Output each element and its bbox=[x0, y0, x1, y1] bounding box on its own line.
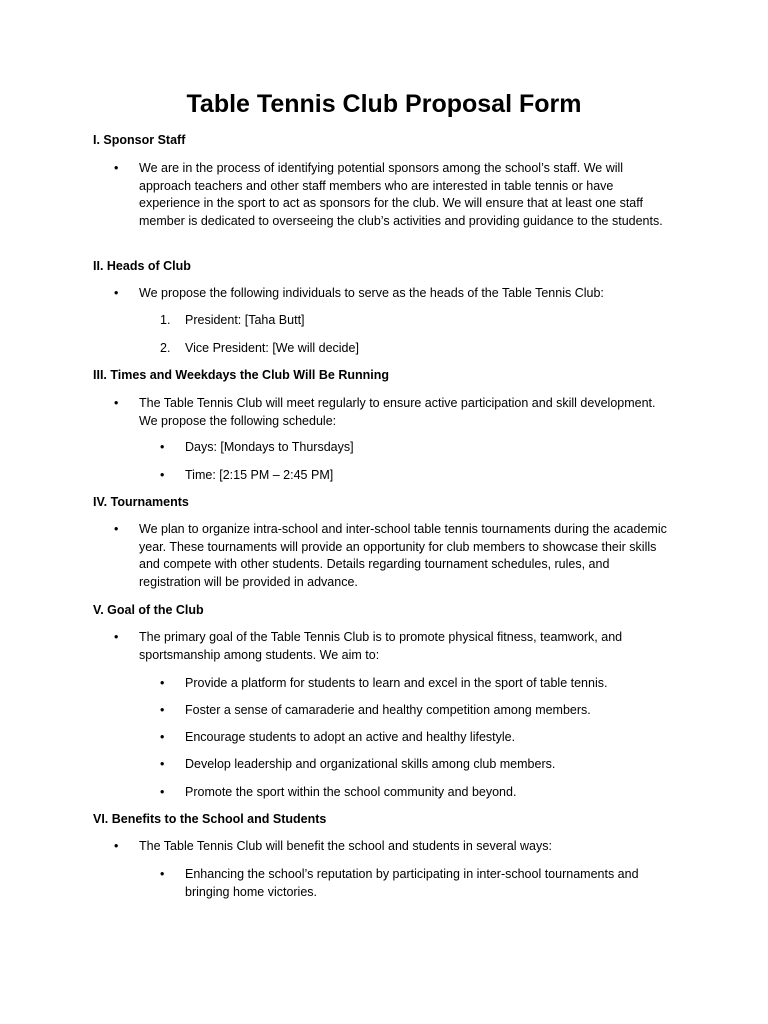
document-title: Table Tennis Club Proposal Form bbox=[186, 90, 582, 118]
tournaments-paragraph: We plan to organize intra-school and inter-school table tennis tournaments during the academic year. These tournaments will provide an opportunity for club members to showcase their skills and compete with other students. Details regarding tournament schedules, rules, and registration will be provided in advance. bbox=[139, 522, 667, 589]
heads-of-club-paragraph: We propose the following individuals to serve as the heads of the Table Tennis Club: bbox=[139, 286, 604, 300]
bullet-marker: • bbox=[114, 396, 119, 410]
benefits-paragraph: The Table Tennis Club will benefit the school and students in several ways: bbox=[139, 839, 552, 853]
section-heading-heads-of-club: II. Heads of Club bbox=[93, 259, 191, 273]
list-number: 2. bbox=[160, 341, 171, 355]
bullet-marker: • bbox=[160, 757, 165, 771]
bullet-marker: • bbox=[160, 867, 165, 881]
list-number: 1. bbox=[160, 313, 171, 327]
list-item-days: Days: [Mondays to Thursdays] bbox=[185, 440, 354, 454]
bullet-marker: • bbox=[160, 440, 165, 454]
bullet-marker: • bbox=[160, 468, 165, 482]
bullet-marker: • bbox=[114, 522, 119, 536]
bullet-marker: • bbox=[114, 630, 119, 644]
section-heading-tournaments: IV. Tournaments bbox=[93, 495, 189, 509]
section-heading-benefits: VI. Benefits to the School and Students bbox=[93, 812, 327, 826]
bullet-marker: • bbox=[160, 703, 165, 717]
list-item-goal: Foster a sense of camaraderie and healthy competition among members. bbox=[185, 703, 591, 717]
section-heading-goal: V. Goal of the Club bbox=[93, 603, 204, 617]
bullet-marker: • bbox=[160, 676, 165, 690]
list-item-goal: Provide a platform for students to learn and excel in the sport of table tennis. bbox=[185, 676, 608, 690]
list-item-goal: Promote the sport within the school community and beyond. bbox=[185, 785, 517, 799]
times-paragraph: The Table Tennis Club will meet regularly to ensure active participation and skill development. We propose the following schedule: bbox=[139, 396, 656, 428]
list-item-vice-president: Vice President: [We will decide] bbox=[185, 341, 359, 355]
section-heading-times: III. Times and Weekdays the Club Will Be Running bbox=[93, 368, 390, 382]
list-item-goal: Develop leadership and organizational skills among club members. bbox=[185, 757, 556, 771]
list-item-president: President: [Taha Butt] bbox=[185, 313, 305, 327]
bullet-marker: • bbox=[114, 286, 119, 300]
sponsor-staff-paragraph: We are in the process of identifying potential sponsors among the school’s staff. We will approach teachers and other staff members who are interested in table tennis or have experience in the sport to act as sponsors for the club. We will ensure that at least one staff member is dedicated to overseeing the club’s activities and providing guidance to the students. bbox=[139, 161, 663, 228]
list-item-goal: Encourage students to adopt an active and healthy lifestyle. bbox=[185, 730, 516, 744]
list-item-benefit: Enhancing the school’s reputation by participating in inter-school tournaments and bringing home victories. bbox=[185, 867, 639, 899]
list-item-time: Time: [2:15 PM – 2:45 PM] bbox=[185, 468, 334, 482]
section-heading-sponsor-staff: I. Sponsor Staff bbox=[93, 133, 186, 147]
bullet-marker: • bbox=[114, 839, 119, 853]
bullet-marker: • bbox=[114, 161, 119, 175]
bullet-marker: • bbox=[160, 785, 165, 799]
bullet-marker: • bbox=[160, 730, 165, 744]
goal-paragraph: The primary goal of the Table Tennis Club is to promote physical fitness, teamwork, and sportsmanship among students. We aim to: bbox=[139, 630, 623, 662]
